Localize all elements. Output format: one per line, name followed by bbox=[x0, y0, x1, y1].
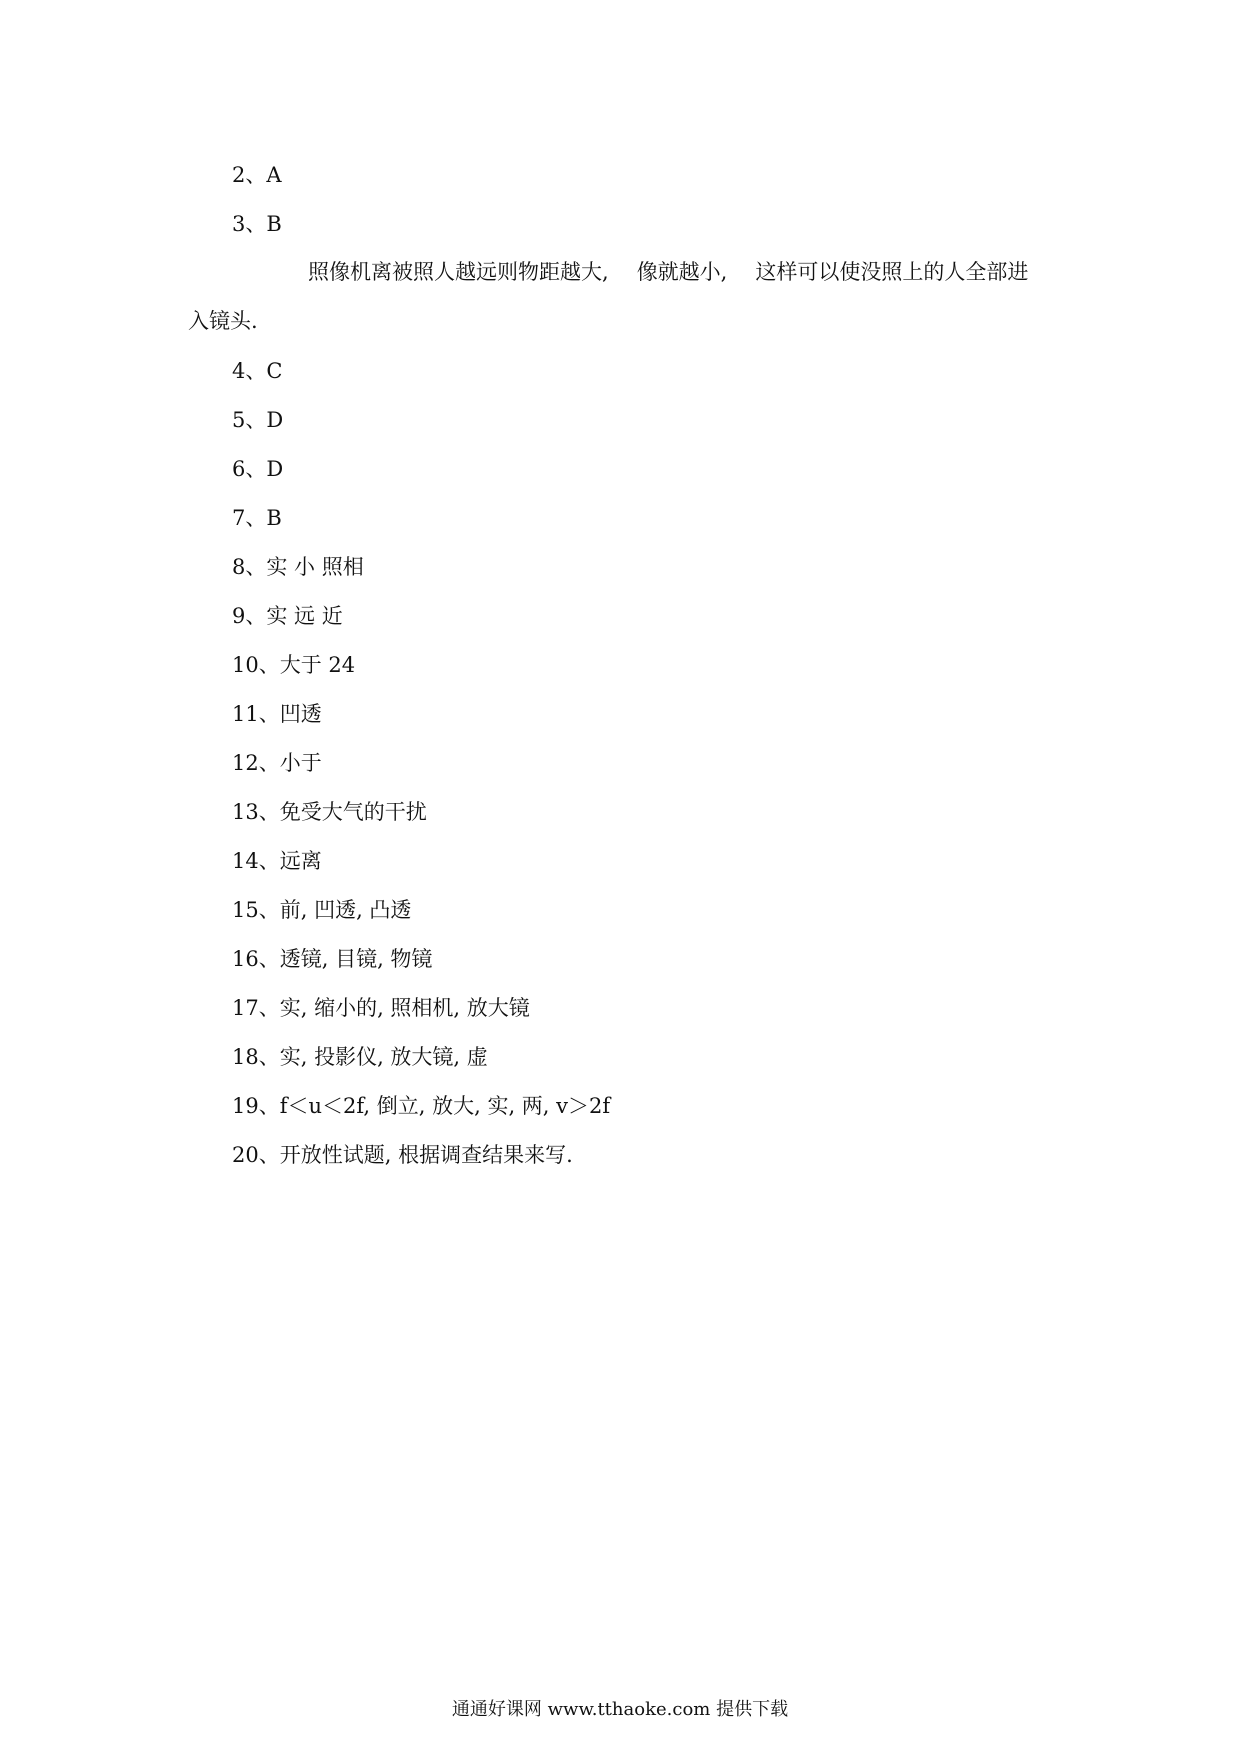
answer-line: 18、实, 投影仪, 放大镜, 虚 bbox=[232, 1045, 488, 1069]
answer-line: 4、C bbox=[232, 359, 283, 383]
answer-line: 6、D bbox=[232, 457, 284, 481]
explanation-part-2: 像就越小, bbox=[636, 260, 728, 284]
answer-line: 15、前, 凹透, 凸透 bbox=[232, 898, 412, 922]
answer-line: 20、开放性试题, 根据调查结果来写. bbox=[232, 1143, 573, 1167]
answer-line: 19、f＜u＜2f, 倒立, 放大, 实, 两, v＞2f bbox=[232, 1094, 611, 1118]
answer-line: 11、凹透 bbox=[232, 702, 322, 726]
answer-list-top bbox=[232, 158, 282, 256]
answer-line: 13、免受大气的干扰 bbox=[232, 800, 427, 824]
answer-line: 17、实, 缩小的, 照相机, 放大镜 bbox=[232, 996, 530, 1020]
answer-line: 14、远离 bbox=[232, 849, 322, 873]
answer-line: 2、A bbox=[232, 163, 282, 187]
answer-line: 7、B bbox=[232, 506, 282, 530]
explanation-part-1: 照像机离被照人越远则物距越大, bbox=[308, 260, 609, 284]
answer-line: 16、透镜, 目镜, 物镜 bbox=[232, 947, 433, 971]
answer-line: 3、B bbox=[232, 212, 282, 236]
answer-line: 12、小于 bbox=[232, 751, 322, 775]
answer-explanation bbox=[188, 255, 1068, 353]
answer-line: 10、大于 24 bbox=[232, 653, 356, 677]
answer-line: 8、实 小 照相 bbox=[232, 555, 364, 579]
answer-line: 9、实 远 近 bbox=[232, 604, 343, 628]
page-footer: 通通好课网 www.tthaoke.com 提供下载 bbox=[451, 1699, 789, 1720]
explanation-part-3: 这样可以使没照上的人全部进 bbox=[755, 260, 1029, 284]
explanation-first-line bbox=[188, 255, 1068, 304]
answer-list-bottom bbox=[232, 354, 610, 1187]
answer-line: 5、D bbox=[232, 408, 284, 432]
explanation-part-4: 入镜头. bbox=[188, 309, 258, 333]
